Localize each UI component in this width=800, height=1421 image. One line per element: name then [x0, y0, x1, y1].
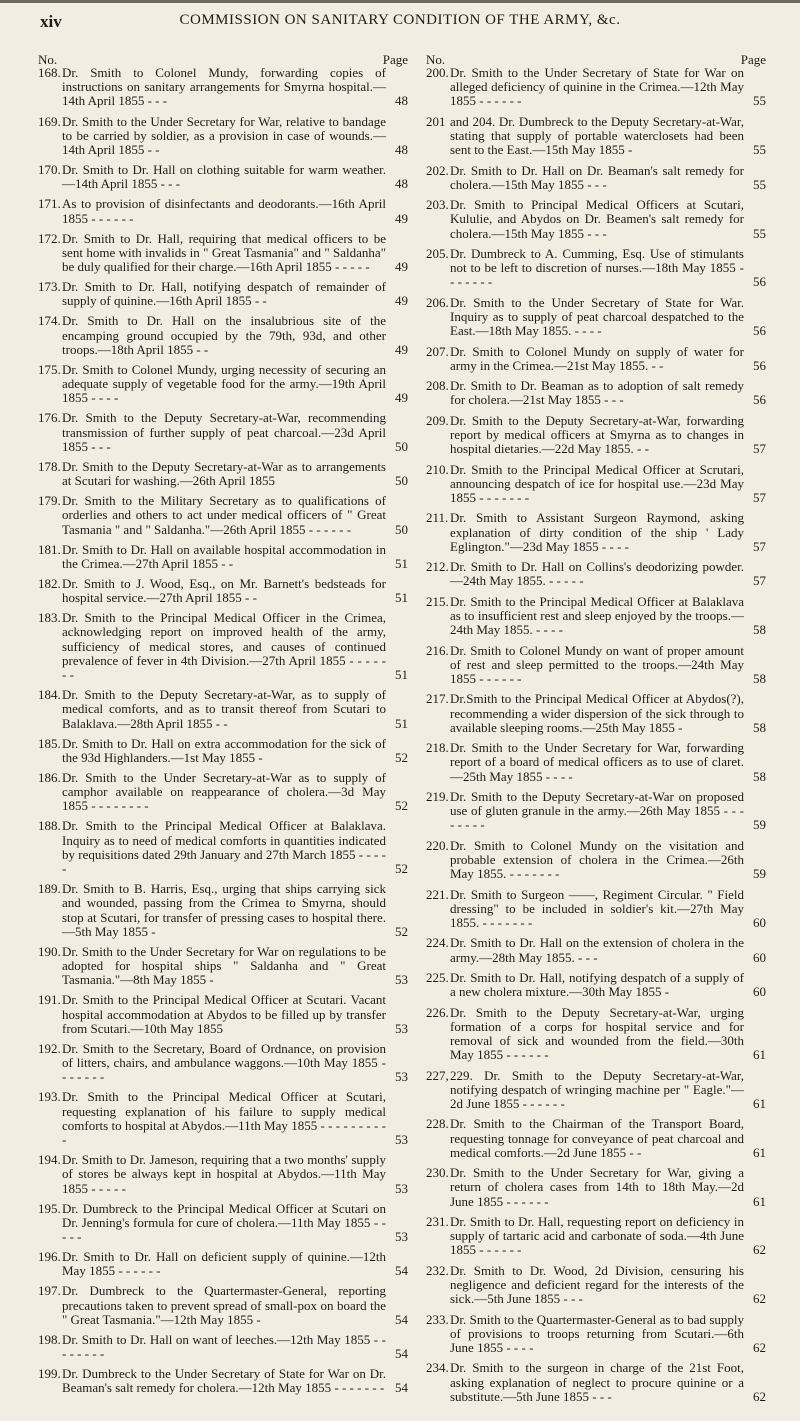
entry-text: Dr. Smith to the surgeon in charge of the 21st Foot, asking explanation of neglect to procure quinine or a substitute.—5th June 1855 - - -: [450, 1360, 744, 1404]
entry-page: 55: [753, 176, 766, 192]
index-entry: [426, 1006, 766, 1063]
index-entry: [426, 790, 766, 833]
entry-page: 59: [753, 866, 766, 882]
index-entry: [38, 737, 408, 765]
index-entry: [38, 314, 408, 357]
entry-text: Dr. Smith to Dr. Beaman as to adoption of salt remedy for cholera.—21st May 1855 - - -: [450, 378, 744, 408]
entry-page: 51: [395, 667, 408, 683]
entry-text: Dr. Smith to Assistant Surgeon Raymond, asking explanation of dirty condition of the ship ' Lady Eglington."—23d May 1855 - - - -: [450, 510, 744, 554]
entry-number: 200.: [426, 65, 449, 80]
entry-number: 217.: [426, 691, 449, 707]
entry-text: Dr. Smith to Principal Medical Officers at Scutari, Kululie, and Abydos on Dr. Beamen's salt remedy for cholera.—15th May 1855 - - -: [450, 197, 744, 241]
entry-number: 211.: [426, 510, 449, 526]
entry-page: 57: [753, 441, 766, 457]
index-entry: [426, 839, 766, 882]
entry-text: Dr. Smith to Dr. Wood, 2d Division, censuring his negligence and deficient regard for the interests of the sick.—5th June 1855 - - -: [450, 1262, 744, 1307]
index-entry: [426, 511, 766, 554]
entry-text: Dr. Smith to Dr. Hall on want of leeches.—12th May 1855 - - - - - - - -: [62, 1331, 386, 1362]
entry-text: Dr. Dumbreck to the Principal Medical Officer at Scutari on Dr. Jenning's formula for cure of cholera.—11th May 1855 - - - - -: [62, 1200, 386, 1244]
entry-number: 194.: [38, 1152, 61, 1168]
entry-number: 233.: [426, 1311, 449, 1327]
entry-page: 52: [395, 861, 408, 877]
entry-page: 52: [395, 749, 408, 765]
entry-page: 58: [753, 622, 766, 638]
entry-number: 226.: [426, 1004, 449, 1020]
index-entry: [426, 379, 766, 407]
index-entry: [426, 1215, 766, 1258]
entry-page: 49: [395, 390, 408, 406]
entry-page: 62: [753, 1242, 766, 1258]
entry-text: Dr. Smith to the Under Secretary of State for War. Inquiry as to supply of peat charcoal despatched to the East.—18th May 1855. - - - -: [450, 294, 744, 339]
entry-number: 203.: [426, 197, 449, 213]
entry-text: Dr. Smith to B. Harris, Esq., urging that ships carrying sick and wounded, passing from the Crimea to Smyrna, should stop at Scutari, for transfer of pressing cases to hospital there.—5th May 1855 -: [62, 881, 386, 939]
index-entry: [426, 692, 766, 735]
entry-text: Dr. Smith to the Principal Medical Officer at Balaklava. Inquiry as to need of medical comforts in quantities indicated by requisitions dated 29th January and 27th March 1855 - - - - -: [62, 818, 386, 877]
entry-number: 220.: [426, 837, 449, 853]
entry-number: 185.: [38, 735, 61, 751]
index-entry: [426, 115, 766, 158]
entry-text: Dr. Smith to the Principal Medical Officer at Scutari, requesting explanation of his failure to supply medical comforts to hospital at Abydos.—11th May 1855 - - - - - - - - - -: [62, 1089, 386, 1147]
entry-text: Dr. Smith to the Under Secretary for War, giving a return of cholera cases from 14th to 18th May.—2d June 1855 - - - - - -: [450, 1165, 744, 1209]
entry-number: 207.: [426, 343, 449, 359]
entry-number: 234.: [426, 1360, 449, 1376]
entry-page: 54: [395, 1380, 408, 1396]
index-entry: [426, 345, 766, 373]
index-entry: [38, 232, 408, 275]
index-entry: [38, 460, 408, 488]
entry-number: 230.: [426, 1165, 449, 1181]
entry-page: 54: [395, 1263, 408, 1279]
entry-number: 189.: [38, 881, 61, 897]
entry-number: 192.: [38, 1040, 61, 1056]
entry-number: 176.: [38, 410, 61, 426]
entry-text: Dr. Dumbreck to the Quartermaster-General, reporting precautions taken to prevent spread of small-pox on board the " Great Tasmania."—12th May 1855 -: [62, 1283, 386, 1327]
entry-number: 221.: [426, 886, 449, 902]
entry-number: 178.: [38, 458, 61, 474]
entry-number: 201: [426, 113, 446, 129]
entry-number: 172.: [38, 230, 61, 246]
entry-text: Dr. Smith to Dr. Hall on the extension of cholera in the army.—28th May 1855. - - -: [450, 935, 744, 965]
index-entry: [38, 993, 408, 1036]
entry-page: 53: [395, 1229, 408, 1244]
entry-number: 195.: [38, 1200, 61, 1216]
entry-page: 55: [753, 225, 766, 241]
entry-number: 202.: [426, 162, 449, 178]
entry-page: 51: [395, 590, 408, 606]
entry-page: 61: [753, 1047, 766, 1063]
entry-page: 58: [753, 670, 766, 686]
entry-number: 227,: [426, 1067, 449, 1083]
page-header: [0, 12, 800, 36]
entry-page: 55: [753, 142, 766, 158]
index-entry: [426, 888, 766, 931]
entry-page: 58: [753, 719, 766, 735]
entry-page: 61: [753, 1144, 766, 1160]
index-entry: [426, 1264, 766, 1307]
index-entry: [426, 66, 766, 109]
entry-page: 53: [395, 1069, 408, 1085]
entry-text: Dr. Smith to Colonel Mundy on want of proper amount of rest and sleep permitted to the troops.—24th May 1855 - - - - - -: [450, 642, 744, 686]
entry-number: 212.: [426, 559, 449, 575]
index-entry: [38, 1284, 408, 1327]
entry-number: 198.: [38, 1331, 61, 1347]
entry-text: Dr. Smith to the Principal Medical Officer at Balaklava as to insufficient rest and sleep enjoyed by the troops.—24th May 1855. - - - -: [450, 593, 744, 638]
entry-page: 57: [753, 489, 766, 505]
entry-page: 57: [753, 538, 766, 554]
entry-text: Dr. Smith to Dr. Hall, requiring that medical officers to be sent home with invalids in " Great Tasmania" and " Saldanha" be duly qualified for their charge.—16th April 1855 - - - - -: [62, 230, 386, 274]
index-entry: [38, 1250, 408, 1278]
entry-page: 53: [395, 1180, 408, 1196]
entry-text: Dr. Smith to Dr. Jameson, requiring that a two months' supply of stores be always kept in hospital at Abydos.—11th May 1855 - - - - -: [62, 1152, 386, 1196]
entry-text: Dr. Smith to the Quartermaster-General as to bad supply of provisions to troops returning from Scutari.—6th June 1855 - - - -: [450, 1311, 744, 1355]
index-entry: [38, 577, 408, 605]
index-entry: [38, 1090, 408, 1147]
entry-number: 193.: [38, 1089, 61, 1105]
index-entry: [426, 644, 766, 687]
entry-page: 53: [395, 1132, 408, 1147]
entry-page: 56: [753, 274, 766, 290]
entry-page: 61: [753, 1095, 766, 1111]
entry-text: Dr. Smith to the Deputy Secretary-at-War, urging formation of a corps for hospital service and for removal of sick and wounded from the field.—30th May 1855 - - - - - -: [450, 1004, 744, 1063]
index-entry: [38, 1042, 408, 1085]
entry-text: Dr. Smith to Dr. Hall on clothing suitable for warm weather.—14th April 1855 - - -: [62, 162, 386, 192]
running-title: COMMISSION ON SANITARY CONDITION OF THE ARMY, &c.: [179, 12, 621, 28]
index-entry: [38, 1153, 408, 1196]
right-column: [426, 52, 766, 1410]
entry-page: 56: [753, 357, 766, 373]
entry-number: 171.: [38, 196, 61, 212]
entry-text: Dr. Smith to the Deputy Secretary-at-War as to arrangements at Scutari for washing.—26th April 1855: [62, 458, 386, 489]
index-entry: [38, 280, 408, 308]
entry-text: Dr. Smith to the Military Secretary as to qualifications of orderlies and others to act under medical officers of " Great Tasmania " and " Saldanha."—26th April 1855 - - - - - -: [62, 493, 386, 537]
index-entry: [38, 1367, 408, 1395]
entry-number: 218.: [426, 740, 449, 756]
index-entry: [38, 66, 408, 109]
entry-text: Dr. Smith to the Under Secretary for War on regulations to be adopted for hospital ships " Saldanha and " Great Tasmania."—8th May 1855 -: [62, 943, 386, 988]
entry-page: 50: [395, 473, 408, 489]
index-entry: [38, 882, 408, 939]
entry-number: 224.: [426, 935, 449, 951]
right-column-heading: [426, 52, 766, 66]
entry-number: 199.: [38, 1366, 61, 1382]
entry-page: 58: [753, 768, 766, 784]
index-entry: [426, 1313, 766, 1356]
entry-text: Dr. Smith to Dr. Hall, requesting report on deficiency in supply of tartaric acid and carbonate of soda.—4th June 1855 - - - - - -: [450, 1213, 744, 1258]
index-entry: [426, 741, 766, 784]
index-entry: [38, 1202, 408, 1245]
entry-page: 50: [395, 438, 408, 454]
entry-number: 179.: [38, 493, 61, 509]
entry-text: Dr.Smith to the Principal Medical Officer at Abydos(?), recommending a wider dispersion of the sick through to available sleeping rooms.—25th May 1855 -: [450, 691, 744, 735]
entry-page: 54: [395, 1311, 408, 1327]
entry-number: 175.: [38, 361, 61, 377]
entry-number: 191.: [38, 992, 61, 1008]
entry-number: 183.: [38, 610, 61, 626]
index-entry: [38, 543, 408, 571]
entry-text: Dr. Smith to Dr. Hall on Collins's deodorizing powder.—24th May 1855. - - - - -: [450, 559, 744, 589]
index-entry: [38, 494, 408, 537]
right-entry-list: [426, 66, 766, 1404]
entry-page: 60: [753, 984, 766, 1000]
index-entry: [38, 688, 408, 731]
entry-number: 169.: [38, 113, 61, 129]
entry-number: 232.: [426, 1262, 449, 1278]
entry-number: 196.: [38, 1249, 61, 1265]
entry-page: 53: [395, 1020, 408, 1036]
entry-number: 205.: [426, 245, 449, 261]
entry-page: 62: [753, 1388, 766, 1404]
entry-number: 216.: [426, 642, 449, 658]
entry-page: 57: [753, 573, 766, 589]
page-heading: Page: [740, 52, 766, 67]
entry-text: Dr. Smith to Colonel Mundy on the visitation and probable extension of cholera in the Crimea.—26th May 1855. - - - - - - -: [450, 837, 744, 882]
entry-text: Dr. Dumbreck to the Under Secretary of State for War on Dr. Beaman's salt remedy for cholera.—12th May 1855 - - - - - - -: [62, 1366, 386, 1396]
index-entry: [426, 936, 766, 964]
entry-page: 59: [753, 817, 766, 833]
entry-number: 215.: [426, 593, 449, 609]
entry-text: Dr. Smith to the Deputy Secretary-at-War, recommending transmission of further supply of peat charcoal.—23d April 1855 - - -: [62, 410, 386, 454]
entry-text: Dr. Smith to the Secretary, Board of Ordnance, on provision of litters, chairs, and ambulance waggons.—10th May 1855 - - - - - - -: [62, 1040, 386, 1085]
index-entry: [426, 463, 766, 506]
entry-text: Dr. Smith to Dr. Hall on deficient supply of quinine.—12th May 1855 - - - - - -: [62, 1249, 386, 1279]
entry-page: 60: [753, 914, 766, 930]
page-number: xiv: [40, 12, 62, 31]
left-column: [38, 52, 408, 1401]
entry-page: 62: [753, 1291, 766, 1307]
entry-number: 182.: [38, 575, 61, 591]
entry-text: Dr. Smith to the Deputy Secretary-at-War, as to supply of medical comforts, and as to transit thereof from Scutari to Balaklava.—28th April 1855 - -: [62, 687, 386, 731]
no-heading: No.: [426, 52, 446, 67]
entry-text: Dr. Smith to Surgeon ——, Regiment Circular. " Field dressing" to be included in soldier's kit.—27th May 1855. - - - - - - -: [450, 886, 744, 930]
entry-number: 206.: [426, 294, 449, 310]
entry-number: 173.: [38, 279, 61, 295]
entry-number: 186.: [38, 769, 61, 785]
index-entry: [426, 560, 766, 588]
entry-text: Dr. Smith to Dr. Hall on Dr. Beaman's salt remedy for cholera.—15th May 1855 - - -: [450, 162, 744, 192]
index-entry: [426, 971, 766, 999]
index-entry: [38, 115, 408, 158]
entry-page: 56: [753, 392, 766, 408]
entry-number: 219.: [426, 788, 449, 804]
entry-number: 225.: [426, 969, 449, 985]
entry-text: Dr. Smith to Colonel Mundy, urging necessity of securing an adequate supply of vegetable food for the army.—19th April 1855 - - - -: [62, 361, 386, 406]
entry-text: and 204. Dr. Dumbreck to the Deputy Secretary-at-War, stating that supply of portable waterclosets had been sent to the East.—15th May 1855 -: [450, 113, 744, 158]
index-entry: [38, 945, 408, 988]
left-column-heading: [38, 52, 408, 66]
entry-text: Dr. Smith to the Principal Medical Officer at Scutari. Vacant hospital accommodation at Abydos to be filled up by transfer from Scutari.—10th May 1855: [62, 992, 386, 1036]
entry-page: 49: [395, 259, 408, 274]
top-rule: [0, 0, 800, 3]
entry-page: 53: [395, 972, 408, 988]
entry-page: 52: [395, 798, 408, 814]
entry-page: 48: [395, 93, 408, 109]
entry-number: 197.: [38, 1283, 61, 1299]
index-entry: [38, 363, 408, 406]
entry-number: 188.: [38, 818, 61, 834]
entry-number: 228.: [426, 1116, 449, 1132]
entry-page: 52: [395, 923, 408, 939]
entry-text: As to provision of disinfectants and deodorants.—16th April 1855 - - - - - -: [62, 196, 386, 226]
entry-text: Dr. Smith to the Under Secretary for War, relative to bandage to be carried by soldier, as a provision in case of wounds.—14th April 1855 - -: [62, 113, 386, 157]
entry-text: Dr. Smith to J. Wood, Esq., on Mr. Barnett's bedsteads for hospital service.—27th April 1855 - -: [62, 575, 386, 606]
entry-text: Dr. Smith to Colonel Mundy, forwarding copies of instructions on sanitary arrangements for Smyrna hospital.—14th April 1855 - - -: [62, 65, 386, 109]
entry-number: 170.: [38, 162, 61, 177]
entry-number: 184.: [38, 687, 61, 703]
index-entry: [426, 1166, 766, 1209]
entry-page: 51: [395, 715, 408, 731]
index-entry: [38, 771, 408, 814]
index-entry: [38, 411, 408, 454]
index-entry: [426, 164, 766, 192]
index-entry: [426, 296, 766, 339]
entry-page: 49: [395, 293, 408, 309]
entry-page: 56: [753, 323, 766, 339]
index-entry: [38, 197, 408, 225]
entry-page: 51: [395, 555, 408, 571]
entry-number: 190.: [38, 943, 61, 959]
index-entry: [38, 1333, 408, 1361]
entry-text: Dr. Smith to the Under Secretary-at-War as to supply of camphor available on reappearance of cholera.—3d May 1855 - - - - - - - -: [62, 769, 386, 814]
entry-number: 181.: [38, 541, 61, 557]
entry-page: 62: [753, 1339, 766, 1355]
entry-page: 48: [395, 141, 408, 157]
entry-number: 174.: [38, 313, 61, 329]
entry-text: Dr. Smith to Dr. Hall, notifying despatch of a supply of a new cholera mixture.—30th May 1855 -: [450, 969, 744, 1000]
entry-page: 49: [395, 210, 408, 226]
entry-text: Dr. Smith to the Principal Medical Officer in the Crimea, acknowledging report on improved health of the army, sufficiency of medical stores, and causes of continued prevalence of fever in 4th Division.—27th April 1855 - - - - - - -: [62, 610, 386, 683]
entry-text: Dr. Smith to the Principal Medical Officer at Scrutari, announcing despatch of ice for hospital use.—23d May 1855 - - - - - - -: [450, 461, 744, 505]
entry-text: Dr. Smith to the Under Secretary of State for War on alleged deficiency of quinine in the Crimea.—12th May 1855 - - - - - -: [450, 65, 744, 109]
entry-text: Dr. Smith to the Under Secretary for War, forwarding report of a board of medical officers as to use of claret.—25th May 1855 - - - -: [450, 740, 744, 784]
entry-page: 48: [395, 176, 408, 192]
index-entry: [426, 595, 766, 638]
index-entry: [38, 819, 408, 876]
entry-text: Dr. Smith to Dr. Hall, notifying despatch of remainder of supply of quinine.—16th April 1855 - -: [62, 279, 386, 309]
index-entry: [38, 163, 408, 191]
entry-text: Dr. Smith to the Deputy Secretary-at-War on proposed use of gluten granule in the army.—26th May 1855 - - - - - - - -: [450, 788, 744, 833]
entry-number: 210.: [426, 461, 449, 477]
no-heading: No.: [38, 52, 58, 67]
entry-text: Dr. Smith to Dr. Hall on available hospital accommodation in the Crimea.—27th April 1855 - -: [62, 541, 386, 571]
index-entry: [426, 1069, 766, 1112]
entry-page: 50: [395, 521, 408, 537]
entry-text: Dr. Smith to the Chairman of the Transport Board, requesting tonnage for conveyance of peat charcoal and medical comforts.—2d June 1855 - -: [450, 1116, 744, 1160]
index-entry: [426, 1361, 766, 1404]
entry-page: 54: [395, 1346, 408, 1362]
entry-page: 49: [395, 341, 408, 357]
entry-text: Dr. Smith to Colonel Mundy on supply of water for army in the Crimea.—21st May 1855. - -: [450, 343, 744, 373]
entry-text: Dr. Dumbreck to A. Cumming, Esq. Use of stimulants not to be left to discretion of nurses.—18th May 1855 - - - - - - -: [450, 245, 744, 290]
entry-text: Dr. Smith to the Deputy Secretary-at-War, forwarding report by medical officers at Smyrna as to changes in hospital dietaries.—22d May 1855. - -: [450, 412, 744, 457]
index-entry: [426, 247, 766, 290]
index-entry: [426, 414, 766, 457]
entry-text: 229. Dr. Smith to the Deputy Secretary-at-War, notifying despatch of wringing machine per " Eagle."—2d June 1855 - - - - - -: [450, 1067, 744, 1111]
left-entry-list: [38, 66, 408, 1396]
entry-number: 231.: [426, 1213, 449, 1229]
entry-page: 55: [753, 93, 766, 109]
index-entry: [426, 198, 766, 241]
entry-text: Dr. Smith to Dr. Hall on extra accommodation for the sick of the 93d Highlanders.—1st May 1855 -: [62, 735, 386, 765]
page-heading: Page: [382, 52, 408, 67]
index-entry: [426, 1117, 766, 1160]
entry-number: 209.: [426, 412, 449, 428]
entry-number: 208.: [426, 378, 449, 394]
entry-number: 168.: [38, 65, 61, 80]
entry-page: 60: [753, 949, 766, 965]
index-entry: [38, 611, 408, 682]
entry-page: 61: [753, 1193, 766, 1209]
entry-text: Dr. Smith to Dr. Hall on the insalubrious site of the encamping ground occupied by the 79th, 93d, and other troops.—18th April 1855 - -: [62, 313, 386, 357]
